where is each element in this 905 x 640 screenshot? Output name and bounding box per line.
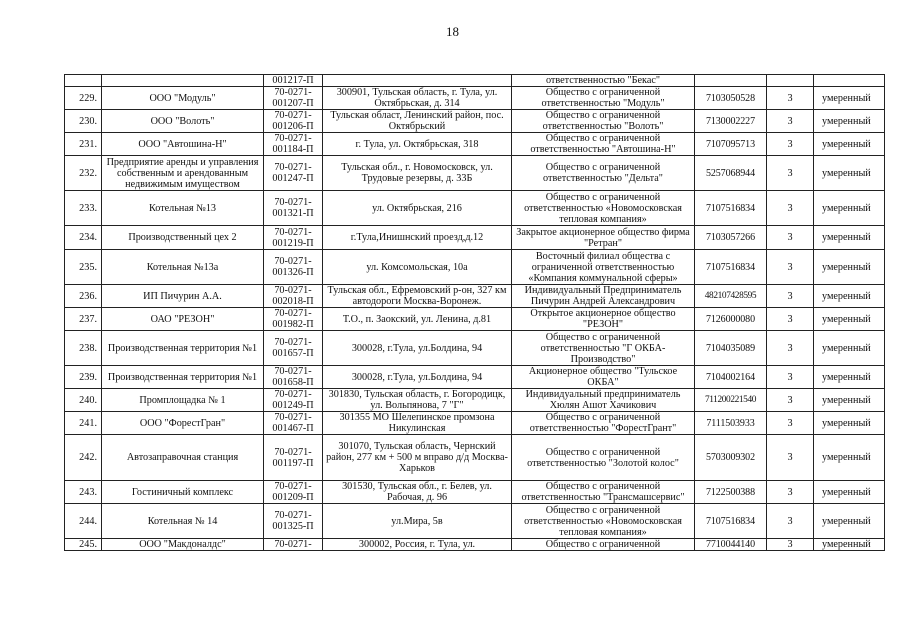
category-cell: 3 [767,481,814,504]
row-number-cell: 245. [65,539,102,551]
category-cell: 3 [767,539,814,551]
object-code-cell: 70-0271-001658-П [264,366,323,389]
row-number-cell: 244. [65,504,102,539]
address-cell: г.Тула,Инишнский проезд,д.12 [323,226,512,250]
inn-cell: 7126000080 [695,308,767,331]
risk-level-cell: умеренный [814,226,885,250]
inn-cell: 7107516834 [695,504,767,539]
table-row [65,110,885,133]
risk-level-cell: умеренный [814,412,885,435]
object-code-cell: 70-0271-001467-П [264,412,323,435]
category-cell: 3 [767,389,814,412]
inn-cell: 7111503933 [695,412,767,435]
row-number-cell: 235. [65,250,102,285]
risk-level-cell: умеренный [814,110,885,133]
risk-level-cell: умеренный [814,308,885,331]
address-cell: Т.О., п. Заокский, ул. Ленина, д.81 [323,308,512,331]
object-code-cell: 70-0271-001206-П [264,110,323,133]
row-number-cell: 230. [65,110,102,133]
risk-level-cell: умеренный [814,435,885,481]
row-number-cell: 231. [65,133,102,156]
risk-level-cell: умеренный [814,366,885,389]
table-row [65,504,885,539]
table-row [65,389,885,412]
operator-cell: Восточный филиал общества с ограниченной ответственностью «Компания коммунальной сферы» [512,250,695,285]
address-cell: 301830, Тульская область, г. Богородицк, ул. Вольпянова, 7 "Г" [323,389,512,412]
address-cell: 301070, Тульская область, Чернский район, 277 км + 500 м вправо д/д Москва-Харьков [323,435,512,481]
object-code-cell: 70-0271-001982-П [264,308,323,331]
object-name-cell: ООО "Автошина-Н" [102,133,264,156]
category-cell: 3 [767,191,814,226]
category-cell: 3 [767,250,814,285]
operator-cell: Общество с ограниченной ответственностью «Новомосковская тепловая компания» [512,504,695,539]
table-row [65,539,885,551]
address-cell: ул. Комсомольская, 10а [323,250,512,285]
table-row [65,191,885,226]
address-cell: 300002, Россия, г. Тула, ул. [323,539,512,551]
registry-table [64,74,885,551]
address-cell: ул. Октябрьская, 216 [323,191,512,226]
category-cell: 3 [767,435,814,481]
object-name-cell: Автозаправочная станция [102,435,264,481]
address-cell: 300028, г.Тула, ул.Болдина, 94 [323,366,512,389]
category-cell: 3 [767,285,814,308]
inn-cell [695,75,767,87]
row-number-cell: 241. [65,412,102,435]
category-cell: 3 [767,366,814,389]
table-row [65,285,885,308]
object-code-cell: 70-0271-001197-П [264,435,323,481]
address-cell: 300901, Тульская область, г. Тула, ул. Октябрьская, д. 314 [323,87,512,110]
operator-cell: Общество с ограниченной ответственностью "Автошина-Н" [512,133,695,156]
risk-level-cell: умеренный [814,191,885,226]
object-name-cell: Производственный цех 2 [102,226,264,250]
risk-level-cell: умеренный [814,539,885,551]
object-name-cell: Предприятие аренды и управления собственным и арендованным недвижимым имуществом [102,156,264,191]
object-name-cell: Гостиничный комплекс [102,481,264,504]
row-number-cell: 240. [65,389,102,412]
table-row [65,250,885,285]
row-number-cell: 239. [65,366,102,389]
category-cell: 3 [767,308,814,331]
object-name-cell: Производственная территория №1 [102,331,264,366]
inn-cell: 7107095713 [695,133,767,156]
risk-level-cell: умеренный [814,250,885,285]
risk-level-cell [814,75,885,87]
row-number-cell: 238. [65,331,102,366]
risk-level-cell: умеренный [814,87,885,110]
object-name-cell: ОАО "РЕЗОН" [102,308,264,331]
object-code-cell: 70-0271-001326-П [264,250,323,285]
object-name-cell: ООО "Волоть" [102,110,264,133]
table-row [65,226,885,250]
inn-cell: 7710044140 [695,539,767,551]
inn-cell: 711200221540 [695,389,767,412]
address-cell: Тульская обл., Ефремовский р-он, 327 км автодороги Москва-Воронеж. [323,285,512,308]
operator-cell: Общество с ограниченной ответственностью "Модуль" [512,87,695,110]
object-code-cell: 70-0271-001184-П [264,133,323,156]
inn-cell: 7104035089 [695,331,767,366]
row-number-cell: 233. [65,191,102,226]
inn-cell: 5257068944 [695,156,767,191]
row-number-cell [65,75,102,87]
table-row [65,412,885,435]
inn-cell: 7107516834 [695,250,767,285]
row-number-cell: 229. [65,87,102,110]
operator-cell: Общество с ограниченной [512,539,695,551]
address-cell: 301355 МО Шелепинское промзона Никулинская [323,412,512,435]
object-code-cell: 70-0271-001249-П [264,389,323,412]
table-row [65,75,885,87]
operator-cell: Общество с ограниченной ответственностью "Трансмашсервис" [512,481,695,504]
table-body [65,75,885,551]
address-cell: Тульская обл., г. Новомосковск, ул. Трудовые резервы, д. 33Б [323,156,512,191]
object-name-cell: Котельная № 14 [102,504,264,539]
category-cell: 3 [767,412,814,435]
inn-cell: 7103050528 [695,87,767,110]
operator-cell: Общество с ограниченной ответственностью "ФорестГрант" [512,412,695,435]
operator-cell: Открытое акционерное общество "РЕЗОН" [512,308,695,331]
address-cell: г. Тула, ул. Октябрьская, 318 [323,133,512,156]
object-code-cell: 70-0271-001247-П [264,156,323,191]
risk-level-cell: умеренный [814,156,885,191]
operator-cell: Общество с ограниченной ответственностью "Дельта" [512,156,695,191]
inn-cell: 7122500388 [695,481,767,504]
object-code-cell: 001217-П [264,75,323,87]
row-number-cell: 237. [65,308,102,331]
object-code-cell: 70-0271-001657-П [264,331,323,366]
inn-cell: 5703009302 [695,435,767,481]
inn-cell: 7104002164 [695,366,767,389]
row-number-cell: 232. [65,156,102,191]
page-number: 18 [446,24,459,39]
risk-level-cell: умеренный [814,504,885,539]
address-cell: Тульская област, Ленинский район, пос. Октябрьский [323,110,512,133]
table-row [65,435,885,481]
object-code-cell: 70-0271-001219-П [264,226,323,250]
object-name-cell: Котельная №13 [102,191,264,226]
row-number-cell: 243. [65,481,102,504]
table-row [65,481,885,504]
category-cell: 3 [767,331,814,366]
operator-cell: Общество с ограниченной ответственностью "Волоть" [512,110,695,133]
risk-level-cell: умеренный [814,133,885,156]
inn-cell: 7103057266 [695,226,767,250]
inn-cell: 7130002227 [695,110,767,133]
object-name-cell: Промплощадка № 1 [102,389,264,412]
category-cell: 3 [767,87,814,110]
inn-cell: 482107428595 [695,285,767,308]
category-cell: 3 [767,226,814,250]
operator-cell: Индивидуальный предприниматель Хюлян Ашот Хачикович [512,389,695,412]
operator-cell: ответственностью "Бекас" [512,75,695,87]
address-cell: ул.Мира, 5в [323,504,512,539]
row-number-cell: 236. [65,285,102,308]
address-cell: 301530, Тульская обл., г. Белев, ул. Рабочая, д. 96 [323,481,512,504]
operator-cell: Общество с ограниченной ответственностью «Новомосковская тепловая компания» [512,191,695,226]
category-cell: 3 [767,110,814,133]
operator-cell: Общество с ограниченной ответственностью "Г ОКБА-Производство" [512,331,695,366]
table-row [65,87,885,110]
object-name-cell: ООО "ФорестГран" [102,412,264,435]
object-code-cell: 70-0271-001321-П [264,191,323,226]
risk-level-cell: умеренный [814,389,885,412]
address-cell [323,75,512,87]
object-code-cell: 70-0271-001325-П [264,504,323,539]
risk-level-cell: умеренный [814,481,885,504]
object-name-cell: ИП Пичурин А.А. [102,285,264,308]
object-code-cell: 70-0271-001207-П [264,87,323,110]
table-row [65,156,885,191]
operator-cell: Индивидуальный Предприниматель Пичурин Андрей Александрович [512,285,695,308]
category-cell [767,75,814,87]
object-code-cell: 70-0271-001209-П [264,481,323,504]
table-row [65,308,885,331]
table-row [65,331,885,366]
row-number-cell: 242. [65,435,102,481]
risk-level-cell: умеренный [814,331,885,366]
operator-cell: Акционерное общество "Тульское ОКБА" [512,366,695,389]
object-name-cell: ООО "Макдоналдс" [102,539,264,551]
risk-level-cell: умеренный [814,285,885,308]
category-cell: 3 [767,133,814,156]
inn-cell: 7107516834 [695,191,767,226]
object-name-cell: ООО "Модуль" [102,87,264,110]
address-cell: 300028, г.Тула, ул.Болдина, 94 [323,331,512,366]
object-code-cell: 70-0271- [264,539,323,551]
object-name-cell: Котельная №13а [102,250,264,285]
row-number-cell: 234. [65,226,102,250]
object-code-cell: 70-0271-002018-П [264,285,323,308]
category-cell: 3 [767,504,814,539]
table-row [65,133,885,156]
object-name-cell: Производственная территория №1 [102,366,264,389]
operator-cell: Закрытое акционерное общество фирма "Ретран" [512,226,695,250]
category-cell: 3 [767,156,814,191]
operator-cell: Общество с ограниченной ответственностью "Золотой колос" [512,435,695,481]
table-row [65,366,885,389]
object-name-cell [102,75,264,87]
